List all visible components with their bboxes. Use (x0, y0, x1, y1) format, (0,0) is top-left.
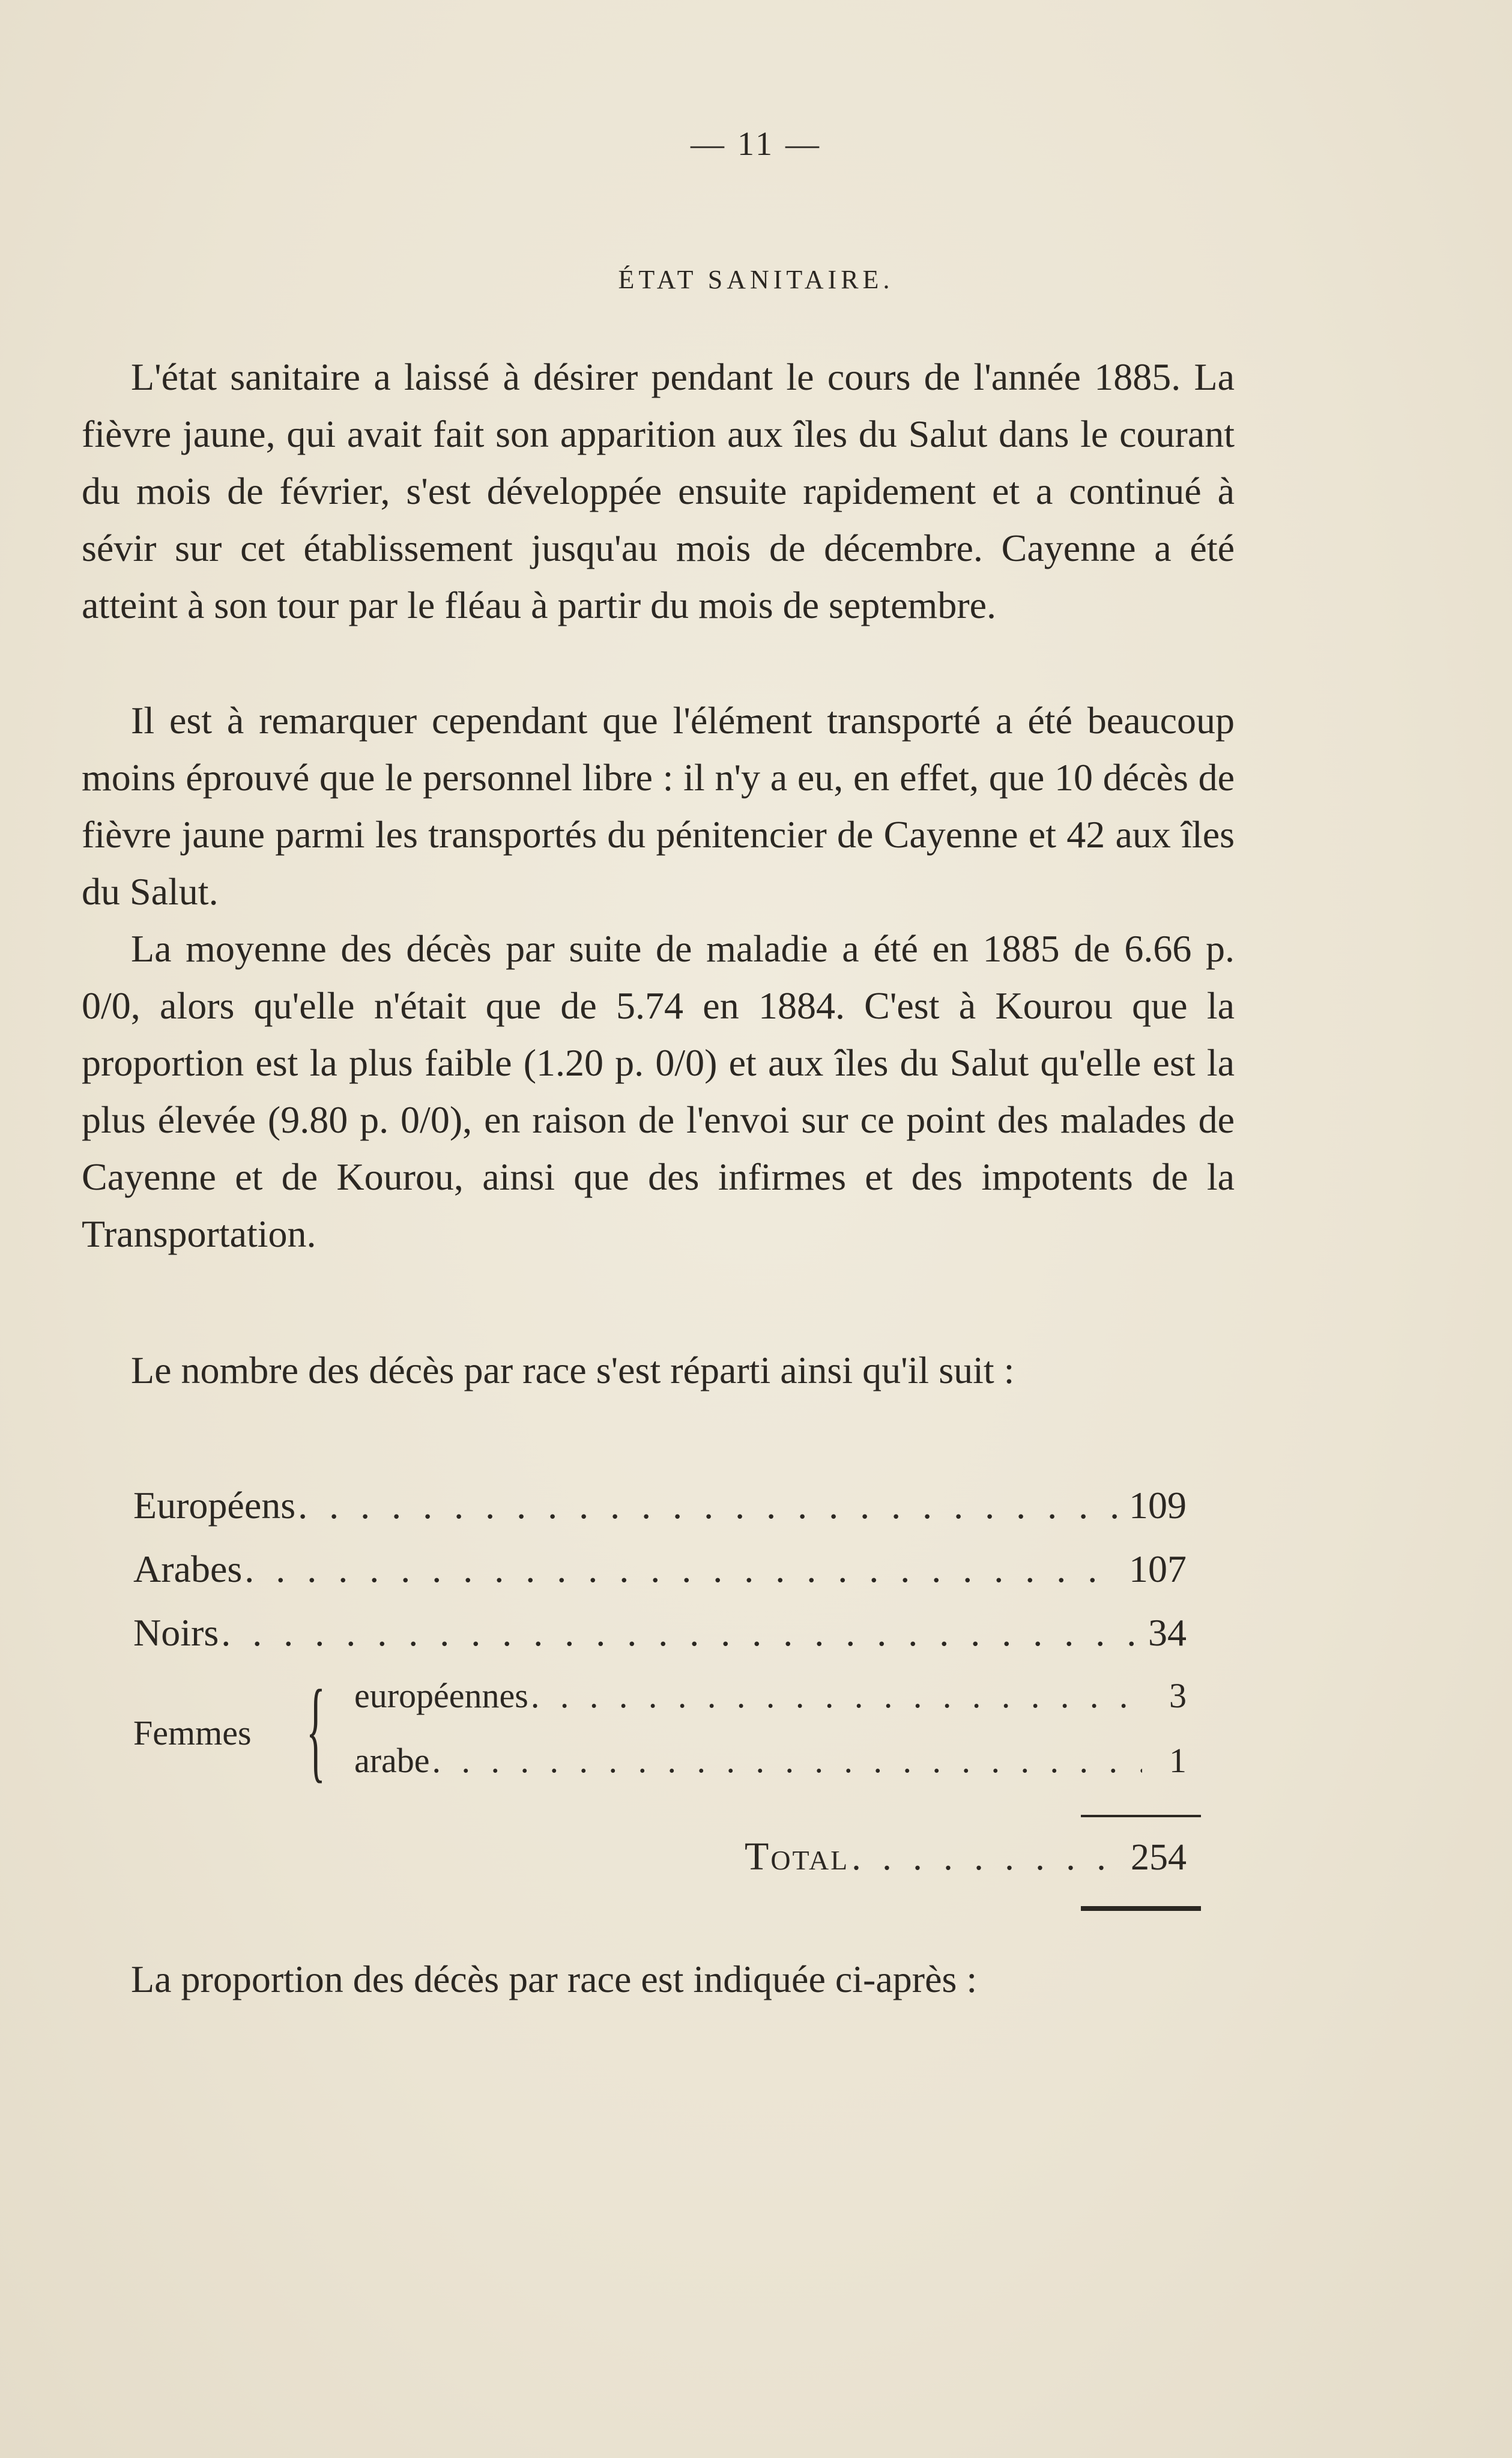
row-value: 34 (1148, 1611, 1187, 1654)
table-row (354, 1740, 1187, 1794)
total-value: 254 (1131, 1837, 1187, 1878)
leader-dots (432, 1740, 1142, 1781)
femmes-label: Femmes (133, 1713, 252, 1752)
paragraph-3: La moyenne des décès par suite de maladie a été en 1885 de 6.66 p. 0/0, alors qu'elle n'était que de 5.74 en 1884. C'est à Kourou que la proportion est la plus faible (1.20 p. 0/0) et aux îles du Salut qu'elle est la plus élevée (9.80 p. 0/0), en raison de l'envoi sur ce point des malades de Cayenne et de Kourou, ainsi que des infirmes et des impotents de la Transportation. (82, 927, 1235, 1255)
table-row (133, 1611, 1187, 1665)
paragraph-1: L'état sanitaire a laissé à désirer pendant le cours de l'année 1885. La fièvre jaune, qui avait fait son apparition aux îles du Salut dans le courant du mois de février, s'est développée ensuite rapidement et a continué à sévir sur cet établissement jusqu'au mois de décembre. Cayenne a été atteint à son tour par le fléau à partir du mois de septembre. (82, 356, 1235, 626)
leader-dots (851, 1836, 1123, 1879)
table-row (133, 1547, 1187, 1601)
leader-dots (531, 1675, 1142, 1716)
sum-rule (1081, 1815, 1201, 1817)
leader-dots (221, 1611, 1140, 1655)
row-value: 107 (1129, 1548, 1187, 1590)
total-rule (1081, 1906, 1201, 1911)
row-label: Noirs (133, 1611, 219, 1654)
paragraph-4: Le nombre des décès par race s'est réparti ainsi qu'il suit : (131, 1349, 1015, 1391)
row-label: Européens (133, 1484, 296, 1527)
row-value: 109 (1129, 1484, 1187, 1527)
row-value: 3 (1169, 1676, 1187, 1715)
paragraph-2: Il est à remarquer cependant que l'élément transporté a été beaucoup moins éprouvé que le personnel libre : il n'y a eu, en effet, que 10 décès de fièvre jaune parmi les transportés du pénitencier de Cayenne et 42 aux îles du Salut. (82, 699, 1235, 913)
table-row (133, 1483, 1187, 1537)
leader-dots (244, 1547, 1120, 1591)
total-label: Total (745, 1835, 850, 1878)
row-label: Arabes (133, 1548, 243, 1590)
row-value: 1 (1169, 1741, 1187, 1780)
section-title: ÉTAT SANITAIRE. (618, 265, 894, 294)
brace-symbol: { (306, 1667, 325, 1793)
leader-dots (298, 1483, 1120, 1528)
table-row (354, 1675, 1187, 1730)
closing-paragraph: La proportion des décès par race est indiquée ci-après : (131, 1958, 978, 2000)
row-label: européennes (354, 1676, 528, 1715)
total-row (745, 1834, 1187, 1880)
page-number: — 11 — (691, 126, 821, 163)
row-label: arabe (354, 1741, 430, 1780)
